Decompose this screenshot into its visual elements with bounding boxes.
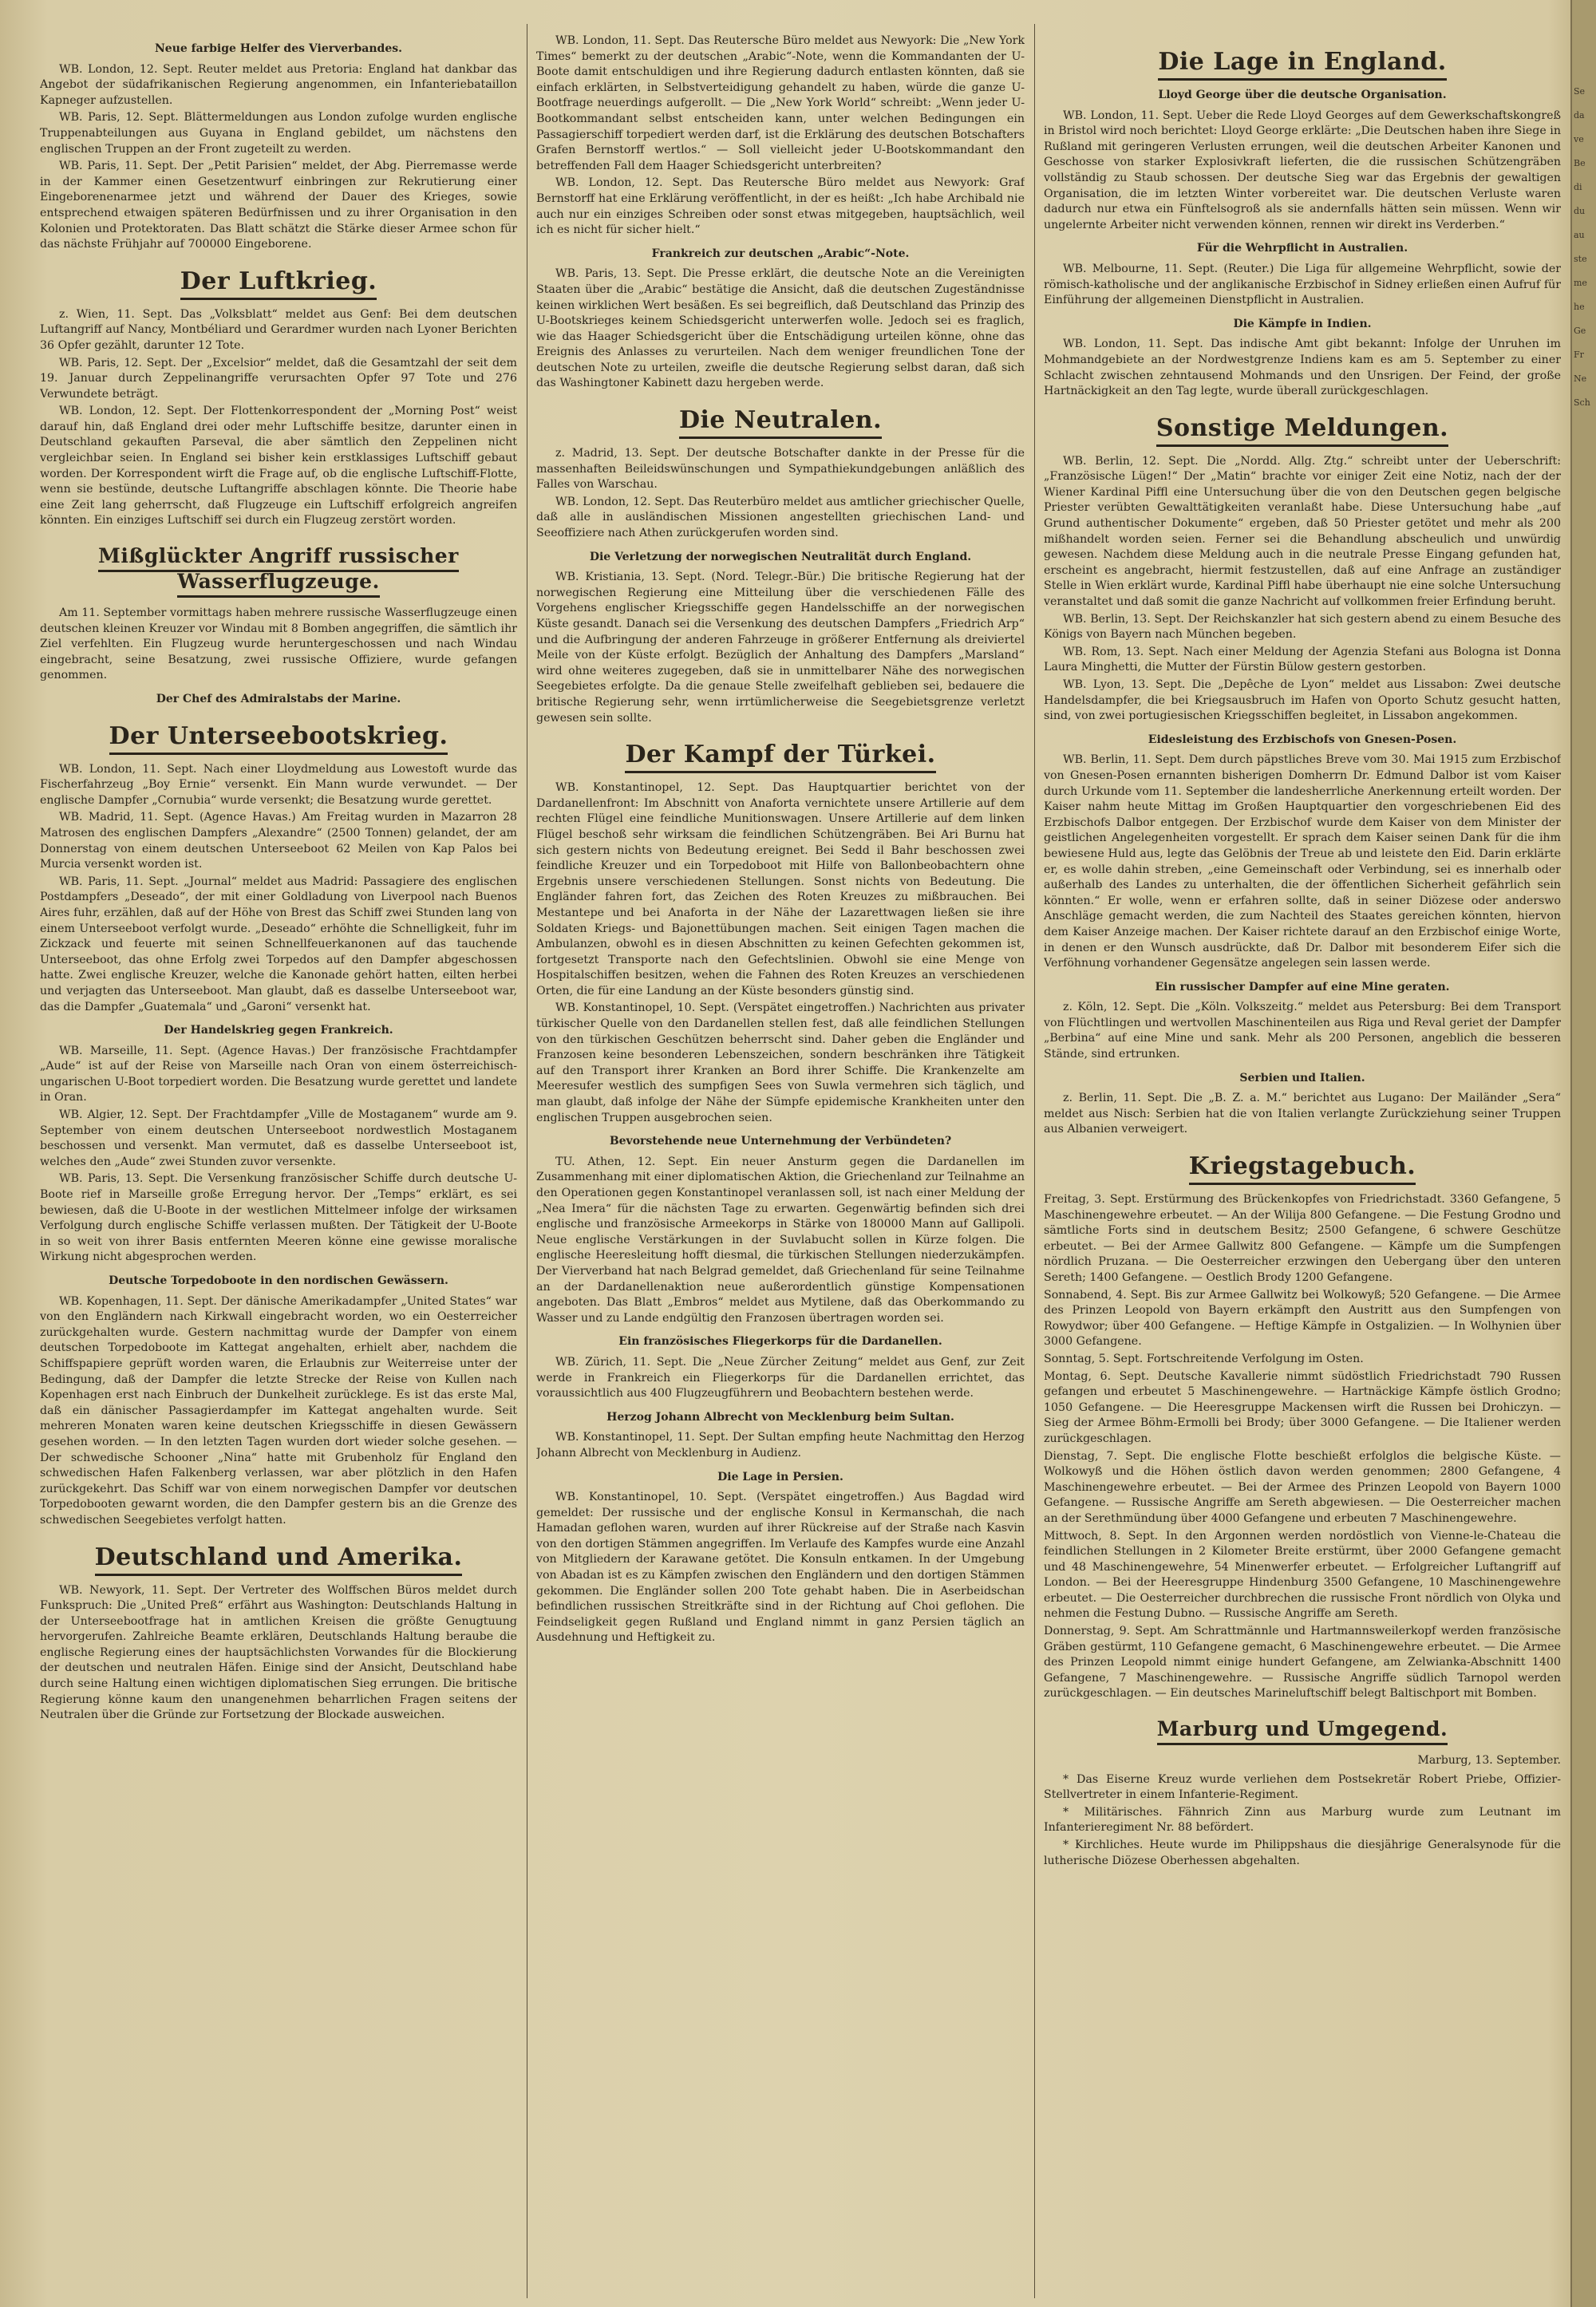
section-heading-text: Deutschland und Amerika. bbox=[95, 1543, 463, 1576]
article-paragraph: * Das Eiserne Kreuz wurde verliehen dem Postsekretär Robert Priebe, Offizier-Stellvertreter in einem Infanterie-Regiment. bbox=[1044, 1772, 1561, 1802]
article-paragraph: z. Köln, 12. Sept. Die „Köln. Volkszeitg.“ meldet aus Petersburg: Bei dem Transport von Flüchtlingen und wertvollen Maschinenteilen aus Riga und Reval geriet der Dampfer „Berbina“ auf eine Mine und sank. Mehr als 200 Personen, angeblich die besseren Stände, sind ertrunken. bbox=[1044, 1001, 1561, 1061]
article-paragraph: WB. Konstantinopel, 10. Sept. (Verspätet eingetroffen.) Nachrichten aus privater türkischer Quelle von den Dardanellen stellen fest, daß alle feindlichen Stellungen von den türkischen Geschützen beherrscht sind. Daher geben die Engländer und Franzosen keine besonderen Lebenszeichen, sondern beschränken ihre Tätigkeit auf den Transport ihrer Kranken an Bord ihrer Schiffe. Die Krankenzelte am Meeresufer westlich des sumpfigen Sees von Suwla vermehren sich täglich, und man glaubt, daß infolge der Nähe der Sümpfe epidemische Krankheiten unter den englischen Truppen ausgebrochen seien. bbox=[536, 1001, 1025, 1124]
article-paragraph: z. Berlin, 11. Sept. Die „B. Z. a. M.“ berichtet aus Lugano: Der Mailänder „Sera“ meldet aus Nisch: Serbien hat die von Italien verlangte Zurückziehung seiner Truppen aus Albanien verweigert. bbox=[1044, 1092, 1561, 1136]
section-heading-text: Kriegstagebuch. bbox=[1189, 1152, 1416, 1185]
article-paragraph: WB. Zürich, 11. Sept. Die „Neue Zürcher Zeitung“ meldet aus Genf, zur Zeit werde in Frankreich ein Fliegerkorps für die Dardanellen errichtet, das voraussichtlich aus 400 Flugzeugführern und Beobachtern bestehen werde. bbox=[536, 1355, 1025, 1400]
article-paragraph: WB. Paris, 11. Sept. Der „Petit Parisien“ meldet, der Abg. Pierremasse werde in der Kammer einen Gesetzentwurf einbringen zur Rekrutierung einer Eingeborenenarmee jetzt und während der Dauer des Krieges, sowie entsprechend etwaigen späteren Bedürfnissen und zu ihrer Organisation in den Kolonien und Protektoraten. Das Blatt schätzt die Stärke dieser Armee schon für das nächste Frühjahr auf 700000 Eingeborene. bbox=[40, 160, 517, 251]
article-paragraph: WB. London, 11. Sept. Nach einer Lloydmeldung aus Lowestoft wurde das Fischerfahrzeug „Boy Ernie“ versenkt. Ein Mann wurde verwundet. — Der englische Dampfer „Cornubia“ wurde versenkt; die Besatzung wurde gerettet. bbox=[40, 762, 517, 807]
article-paragraph: WB. Lyon, 13. Sept. Die „Depêche de Lyon“ meldet aus Lissabon: Zwei deutsche Handelsdampfer, die bei Kriegsausbruch im Hafen von Oporto Schutz gesucht hatten, sind, von zwei portugiesischen Kriegsschiffen begleitet, in Lissabon angekommen. bbox=[1044, 678, 1561, 723]
article-paragraph: WB. London, 12. Sept. Das Reutersche Büro meldet aus Newyork: Graf Bernstorff hat eine Erklärung veröffentlicht, in der es heißt: „Ich habe Archibald nie auch nur ein einziges Schreiben oder sonst etwas mitgegeben, hauptsächlich, weil ich es nicht für sicher hielt.“ bbox=[536, 176, 1025, 237]
adjacent-page-fragments bbox=[1574, 80, 1594, 415]
section-heading-text: Marburg und Umgegend. bbox=[1157, 1717, 1448, 1745]
edge-fragment: Sch bbox=[1574, 397, 1590, 408]
subheading: Herzog Johann Albrecht von Mecklenburg beim Sultan. bbox=[606, 1410, 954, 1424]
subheading: Eidesleistung des Erzbischofs von Gnesen-Posen. bbox=[1148, 733, 1457, 746]
section-heading bbox=[1044, 1716, 1561, 1742]
subheading: Für die Wehrpflicht in Australien. bbox=[1196, 242, 1408, 255]
article-paragraph: Am 11. September vormittags haben mehrere russische Wasserflugzeuge einen deutschen kleinen Kreuzer vor Windau mit 8 Bomben angegriffen, die sämtlich ihr Ziel verfehlten. Ein Flugzeug wurde heruntergeschossen und nach Windau eingebracht, seine Besatzung, zwei russische Offiziere, wurde gefangen genommen. bbox=[40, 606, 517, 682]
subheading: Bevorstehende neue Unternehmung der Verbündeten? bbox=[609, 1135, 952, 1148]
article-paragraph: WB. Berlin, 12. Sept. Die „Nordd. Allg. Ztg.“ schreibt unter der Ueberschrift: „Französische Lügen!“ Der „Matin“ brachte vor einiger Zeit eine Notiz, nach der der Wiener Kardinal Piffl eine Untersuchung über die von den Deutschen gegen belgische Priester verübten Gewalttätigkeiten veranlaßt habe. Diese Untersuchung habe „auf Grund authentischer Dokumente“ ergeben, daß 50 Priester getötet und mehr als 200 mißhandelt worden seien. Ferner sei die Behandlung abscheulich und unwürdig gewesen. Nachdem diese Meldung auch in die neutrale Presse Eingang gefunden hat, erscheint es angebracht, hiermit festzustellen, daß auf eine Anfrage an zuständiger Stelle in Wien erklärt wurde, Kardinal Piffl habe überhaupt nie eine solche Untersuchung veranstaltet und daß somit die ganze Nachricht auf vollkommen freier Erfindung beruht. bbox=[1044, 454, 1561, 609]
section-heading-text: Die Lage in England. bbox=[1158, 48, 1446, 81]
article-paragraph: WB. Berlin, 13. Sept. Der Reichskanzler hat sich gestern abend zu einem Besuche des Königs von Bayern nach München begeben. bbox=[1044, 612, 1561, 642]
edge-fragment: da bbox=[1574, 110, 1585, 120]
section-heading bbox=[1044, 48, 1561, 77]
edge-fragment: Ge bbox=[1574, 326, 1586, 336]
section-heading bbox=[40, 543, 517, 595]
article-paragraph: WB. Kristiania, 13. Sept. (Nord. Telegr.-Bür.) Die britische Regierung hat der norwegischen Regierung eine Mitteilung über die verschiedenen Fälle des Vorgehens englischer Kriegsschiffe gegen Handelsschiffe an der norwegischen Küste gesandt. Danach sei die Versenkung des deutschen Dampfers „Friedrich Arp“ und die Aufbringung der anderen Fahrzeuge in größerer Entfernung als dreiviertel Meile von der Küste erfolgt. Bezüglich der Anhaltung des Dampfers „Marsland“ wird ohne weiteres zugegeben, daß sie in unmittelbarer Nähe des norwegischen Seegebietes erfolgte. Da die genaue Stelle zweifelhaft geblieben sei, bedauere die britische Regierung sehr, wenn irrtümlicherweise die Seegebietsgrenze verletzt gewesen sein sollte. bbox=[536, 571, 1025, 725]
article-paragraph: * Militärisches. Fähnrich Zinn aus Marburg wurde zum Leutnant im Infanterieregiment Nr. 88 befördert. bbox=[1044, 1805, 1561, 1835]
section-heading-text: Mißglückter Angriff russischer Wasserflugzeuge. bbox=[98, 544, 459, 598]
column-1 bbox=[40, 34, 517, 2292]
article-paragraph: WB. London, 11. Sept. Ueber die Rede Lloyd Georges auf dem Gewerkschaftskongreß in Bristol wird noch berichtet: Lloyd George erklärte: „Die Deutschen haben ihre Siege in Rußland mit geringeren Verlusten errungen, weil die deutschen Arbeiter Kanonen und Geschosse von starker Explosivkraft lieferten, die die russischen Schützengräben vollständig zu Staub schossen. Der deutsche Sieg war das Ergebnis der gewaltigen Organisation, die im letzten Winter vorbereitet war. Die deutschen Verluste waren dadurch nur etwa ein Fünftelsogroß als sie andernfalls hätten sein müssen. Wenn wir ungelernte Arbeiter nicht verwenden können, rennen wir direkt ins Verderben.“ bbox=[1044, 109, 1561, 231]
column-3 bbox=[1044, 34, 1561, 2292]
edge-fragment: Ne bbox=[1574, 373, 1587, 384]
section-heading-text: Sonstige Meldungen. bbox=[1156, 414, 1448, 447]
article-paragraph: z. Madrid, 13. Sept. Der deutsche Botschafter dankte in der Presse für die massenhaften Beileidswünschungen und Sympathiekundgebungen anläßlich des Falles von Warschau. bbox=[536, 447, 1025, 492]
section-heading-text: Die Neutralen. bbox=[679, 406, 882, 439]
article-paragraph: * Kirchliches. Heute wurde im Philippshaus die diesjährige Generalsynode für die lutherische Diözese Oberhessen abgehalten. bbox=[1044, 1839, 1561, 1867]
article-paragraph: WB. Paris, 12. Sept. Blättermeldungen aus London zufolge wurden englische Truppenabteilungen aus Guyana in England gebildet, um nächstens den englischen Truppen an der Front zugeteilt zu werden. bbox=[40, 111, 517, 156]
edge-fragment: au bbox=[1574, 230, 1585, 240]
section-heading bbox=[40, 722, 517, 751]
section-heading bbox=[40, 267, 517, 296]
article-paragraph: Freitag, 3. Sept. Erstürmung des Brückenkopfes von Friedrichstadt. 3360 Gefangene, 5 Maschinengewehre erbeutet. — An der Wilija 800 Gefangene. — Die Festung Grodno und sämtliche Forts sind in deutschem Besitz; 2500 Gefangene, 6 schwere Geschütze erbeutet. — Bei der Armee Gallwitz 800 Gefangene. — Kämpfe um die Sumpfengen nördlich Pruzana. — Die Oesterreicher erzwingen den Uebergang über den unteren Sereth; 1400 Gefangene. — Oestlich Brody 1200 Gefangene. bbox=[1044, 1193, 1561, 1284]
article-paragraph: Sonnabend, 4. Sept. Bis zur Armee Gallwitz bei Wolkowyß; 520 Gefangene. — Die Armee des Prinzen Leopold von Bayern erkämpft den Austritt aus den Sumpfengen von Rowydwor; über 400 Gefangene. — Heftige Kämpfe in Ostgalizien. — In Wolhynien über 3000 Gefangene. bbox=[1044, 1288, 1561, 1349]
article-paragraph: Montag, 6. Sept. Deutsche Kavallerie nimmt südöstlich Friedrichstadt 790 Russen gefangen und erbeutet 5 Maschinengewehre. — Hartnäckige Kämpfe östlich Grodno; 1050 Gefangene. — Die Heeresgruppe Mackensen wirft die Russen bei Drohiczyn. — Sieg der Armee Böhm-Ermolli bei Brody; über 3000 Gefangene. — Die Italiener werden zurückgeschlagen. bbox=[1044, 1369, 1561, 1445]
subheading: Deutsche Torpedoboote in den nordischen Gewässern. bbox=[109, 1274, 448, 1287]
edge-fragment: Be bbox=[1574, 158, 1586, 168]
article-paragraph: WB. Paris, 12. Sept. Der „Excelsior“ meldet, daß die Gesamtzahl der seit dem 19. Januar durch Zeppelinangriffe verursachten Opfer 97 Tote und 276 Verwundete beträgt. bbox=[40, 356, 517, 401]
edge-fragment: du bbox=[1574, 206, 1586, 216]
article-paragraph: WB. Paris, 11. Sept. „Journal“ meldet aus Madrid: Passagiere des englischen Postdampfers „Deseado“, der mit einer Goldladung von Liverpool nach Buenos Aires fuhr, erzählen, daß auf der Höhe von Brest das Schiff zwei Stunden lang von einem Unterseeboot verfolgt wurde. „Deseado“ erhöhte die Schnelligkeit, fuhr im Zickzack und feuerte mit seinen Schnellfeuerkanonen auf das tauchende Unterseeboot, das ohne Erfolg zwei Torpedos auf den Dampfer abgeschossen hatte. Zwei englische Kreuzer, welche die Kanonade gehört hatten, eilten herbei und verjagten das Unterseeboot. Man glaubt, daß es dasselbe Unterseeboot war, das die Dampfer „Guatemala“ und „Garoni“ versenkt hat. bbox=[40, 875, 517, 1013]
edge-fragment: me bbox=[1574, 278, 1587, 288]
dateline: Marburg, 13. September. bbox=[1417, 1754, 1561, 1768]
subheading: Serbien und Italien. bbox=[1239, 1071, 1365, 1084]
article-paragraph: WB. London, 12. Sept. Der Flottenkorrespondent der „Morning Post“ weist darauf hin, daß England drei oder mehr Luftschiffe besitze, darunter einen in Deutschland gekauften Parseval, die aber sämtlich den Zeppelinen nicht vergleichbar seien. In England sei bisher kein erstklassiges Luftschiff gebaut worden. Der Korrespondent wirft die Frage auf, ob die englische Luftschiff-Flotte, wenn sie bestünde, deutsche Luftangriffe abschlagen könnte. Die Theorie habe eine Zeit lang geherrscht, daß Flugzeuge ein Luftschiff erfolgreich angreifen könnten. Ein einziges Luftschiff sei durch ein Flugzeug zerstört worden. bbox=[40, 405, 517, 527]
subheading: Die Lage in Persien. bbox=[717, 1470, 843, 1483]
edge-fragment: di bbox=[1574, 182, 1582, 192]
article-paragraph: WB. London, 12. Sept. Das Reuterbüro meldet aus amtlicher griechischer Quelle, daß alle in ausländischen Missionen angestellten griechischen Land- und Seeoffiziere nach Athen zurückgerufen worden sind. bbox=[536, 495, 1025, 540]
article-paragraph: Dienstag, 7. Sept. Die englische Flotte beschießt erfolglos die belgische Küste. — Wolkowyß und die Höhen östlich davon werden genommen; 2800 Gefangene, 4 Maschinengewehre erbeutet. — Bei der Armee des Prinzen Leopold von Bayern 1000 Gefangene. — Russische Angriffe am Sereth abgewiesen. — Die Oesterreicher machen an der Serethmündung über 4000 Gefangene und erbeuten 7 Maschinengewehre. bbox=[1044, 1449, 1561, 1525]
article-paragraph: WB. Algier, 12. Sept. Der Frachtdampfer „Ville de Mostaganem“ wurde am 9. September von einem deutschen Unterseeboot nordwestlich Mostaganem beschossen und versenkt. Man vermutet, daß es dasselbe Unterseeboot ist, welches den „Aude“ zwei Stunden zuvor versenkte. bbox=[40, 1108, 517, 1168]
article-paragraph: WB. Rom, 13. Sept. Nach einer Meldung der Agenzia Stefani aus Bologna ist Donna Laura Minghetti, die Mutter der Fürstin Bülow gestern gestorben. bbox=[1044, 645, 1561, 674]
subheading: Ein französisches Fliegerkorps für die Dardanellen. bbox=[618, 1335, 942, 1349]
edge-fragment: Se bbox=[1574, 86, 1586, 97]
section-heading-text: Der Luftkrieg. bbox=[180, 267, 377, 300]
article-paragraph: WB. Kopenhagen, 11. Sept. Der dänische Amerikadampfer „United States“ war von den Engländern nach Kirkwall eingebracht worden, wo ein Oesterreicher zurückgehalten wurde. Gestern nachmittag wurde der Dampfer von einem deutschen Torpedoboote im Kattegat angehalten, erhielt aber, nachdem die Schiffspapiere geprüft worden waren, die Erlaubnis zur Weiterreise unter der Bedingung, daß der Dampfer die letzte Strecke der Reise von Kullen nach Kopenhagen erst nach Einbruch der Dunkelheit zurücklege. Es ist das erste Mal, daß ein dänischer Passagierdampfer im Kattegat angehalten wurde. Seit mehreren Monaten waren keine deutschen Kriegsschiffe in diesen Gewässern gesehen worden. — In den letzten Tagen wurden dort wieder solche gesehen. — Der schwedische Schooner „Nina“ hatte mit Grubenholz für England den schwedischen Hafen Falkenberg verlassen, war aber plötzlich in den Hafen zurückgekehrt. Das Schiff war von einem norwegischen Dampfer vor deutschen Torpedobooten gewarnt worden, die den Dampfer gestern bis an die Grenze des schwedischen Seegebietes verfolgt hatten. bbox=[40, 1294, 517, 1527]
section-heading bbox=[1044, 414, 1561, 443]
subheading: Neue farbige Helfer des Vierverbandes. bbox=[154, 42, 403, 55]
edge-fragment: ste bbox=[1574, 254, 1587, 264]
section-heading-text: Der Kampf der Türkei. bbox=[625, 741, 935, 773]
article-paragraph: WB. Konstantinopel, 12. Sept. Das Hauptquartier berichtet von der Dardanellenfront: Im Abschnitt von Anaforta vernichtete unsere Artillerie auf dem rechten Flügel eine feindliche Munitionswagen. Unsere Artillerie auf dem linken Flügel beschoß sehr wirksam die feindlichen Schützengräben. Bei Ari Burnu hat sich gestern nichts von Bedeutung ereignet. Bei Sedd il Bahr beschossen zwei feindliche Kreuzer und ein Torpedoboot mit Hilfe von Ballonbeobachtern ohne Ergebnis unsere verschiedenen Stellungen. Sonst nichts von Bedeutung. Die Engländer fahren fort, das Zeichen des Roten Kreuzes zu mißbrauchen. Bei Mestantepe und bei Anaforta in der Nähe der Lazarettwagen ließen sie ihre Soldaten Kriegs- und Bajonettübungen machen. Seit einigen Tagen machen die Ambulanzen, obwohl es in diesen Abschnitten zu keinen Gefechten gekommen ist, fortgesetzt Transporte nach den Gefechtslinien. Obwohl sie eine Menge von Hospitalschiffen besitzen, wehen die Fahnen des Roten Kreuzes an verschiedenen Orten, die für eine Landung an der Küste besonders günstig sind. bbox=[536, 781, 1025, 997]
subheading: Ein russischer Dampfer auf eine Mine geraten. bbox=[1155, 980, 1450, 994]
article-paragraph: WB. Paris, 13. Sept. Die Versenkung französischer Schiffe durch deutsche U-Boote rief in Marseille große Erregung hervor. Der „Temps“ erklärt, es sei bewiesen, daß die U-Boote in der westlichen Mittelmeer infolge der wirksamen Verfolgung durch englische Schiffe verlassen mußten. Der Tätigkeit der U-Boote in so weit von ihrer Basis entfernten Meeren könne eine gewisse moralische Wirkung nicht abgesprochen werden. bbox=[40, 1172, 517, 1264]
section-heading bbox=[40, 1543, 517, 1572]
article-paragraph: Donnerstag, 9. Sept. Am Schrattmännle und Hartmannsweilerkopf werden französische Gräben gestürmt, 110 Gefangene gemacht, 6 Maschinengewehre erbeutet. — Die Armee des Prinzen Leopold nimmt einige hundert Gefangene, am Zelwianka-Abschnitt 1400 Gefangene, 7 Maschinengewehre. — Russische Angriffe südlich Tarnopol werden zurückgeschlagen. — Ein deutsches Marineluftschiff belegt Baltischport mit Bomben. bbox=[1044, 1625, 1561, 1701]
subheading: Frankreich zur deutschen „Arabic“-Note. bbox=[651, 247, 910, 260]
signature-line: Der Chef des Admiralstabs der Marine. bbox=[156, 693, 401, 705]
section-heading-text: Der Unterseebootskrieg. bbox=[109, 722, 448, 755]
edge-fragment: he bbox=[1574, 302, 1585, 312]
article-paragraph: WB. London, 11. Sept. Das Reutersche Büro meldet aus Newyork: Die „New York Times“ bemerkt zu der deutschen „Arabic“-Note, wenn die Kommandanten der U-Boote damit entschuldigen und ihre Regierung dadurch entlasten könnten, daß sie einfach erklärten, in Selbstverteidigung gehandelt zu haben, würde die ganze U-Bootfrage neuerdings aufgerollt. — Die „New York World“ schreibt: „Wenn jeder U-Bootkommandant selbst entscheiden kann, unter welchen Bedingungen ein Passagierschiff torpediert werden darf, ist die Erklärung des deutschen Botschafters Grafen Bernstorff wertlos.“ — Soll vielleicht jeder U-Bootskommandant den betreffenden Fall dem Haager Schiedsgericht unterbreiten? bbox=[536, 34, 1025, 172]
column-rule bbox=[1034, 24, 1035, 2298]
article-paragraph: WB. Newyork, 11. Sept. Der Vertreter des Wolffschen Büros meldet durch Funkspruch: Die „United Preß“ erfährt aus Washington: Deutschlands Haltung in der Unterseebootfrage hat in amtlichen Kreisen die größte Genugtuung hervorgerufen. Zahlreiche Beamte erklären, Deutschlands Haltung beraube die englische Regierung eines der hauptsächlichsten Vorwandes für die Blockierung der deutschen und neutralen Häfen. Einige sind der Ansicht, Deutschland habe durch seine Haltung einen wichtigen diplomatischen Sieg errungen. Die britische Regierung könne kaum den unangenehmen beharrlichen Fragen seitens der Neutralen über die Gründe zur Fortsetzung der Blockade ausweichen. bbox=[40, 1583, 517, 1722]
subheading: Die Verletzung der norwegischen Neutralität durch England. bbox=[589, 550, 972, 563]
section-heading bbox=[536, 741, 1025, 769]
article-paragraph: TU. Athen, 12. Sept. Ein neuer Ansturm gegen die Dardanellen im Zusammenhang mit einer diplomatischen Aktion, die Griechenland zur Teilnahme an den Operationen gegen Konstantinopel veranlassen soll, ist nach einer Meldung der „Nea Imera“ für die nächsten Tage zu erwarten. Gegenwärtig befinden sich drei englische und französische Armeekorps in Stärke von 180000 Mann auf Gallipoli. Neue englische Verstärkungen in der Suvlabucht sollen in Kürze folgen. Die englische Heeresleitung hofft diesmal, die türkischen Stellungen niederzukämpfen. Der Vierverband hat nach Belgrad gemeldet, daß Griechenland für seine Teilnahme an der Dardanellenaktion neue außerordentlich günstige Kompensationen angeboten. Das Blatt „Embros“ meldet aus Mytilene, daß das Oberkommando zu Wasser und zu Lande endgültig den Franzosen übertragen worden sei. bbox=[536, 1155, 1025, 1325]
article-paragraph: Sonntag, 5. Sept. Fortschreitende Verfolgung im Osten. bbox=[1044, 1352, 1364, 1365]
article-paragraph: WB. London, 12. Sept. Reuter meldet aus Pretoria: England hat dankbar das Angebot der südafrikanischen Regierung angenommen, ein Infanteriebataillon Kapneger aufzustellen. bbox=[40, 62, 517, 107]
edge-fragment: ve bbox=[1574, 134, 1584, 144]
article-paragraph: WB. Paris, 13. Sept. Die Presse erklärt, die deutsche Note an die Vereinigten Staaten über die „Arabic“ bestätige die Ansicht, daß die deutschen Zugeständnisse keinen wirklichen Wert besäßen. Es sei begreiflich, daß Deutschland das Prinzip des U-Bootskrieges keinem Schiedsgericht unterwerfen wolle. Jedoch sei es fraglich, wie das Haager Schiedsgericht über die Entschädigung urteilen könne, ohne das Ereignis des Anlasses zu verurteilen. Nach dem weniger freundlichen Tone der deutschen Note zu urteilen, zweifle die deutsche Regierung selbst daran, daß sich das Washingtoner Kabinett dazu hergeben werde. bbox=[536, 267, 1025, 390]
article-paragraph: WB. Marseille, 11. Sept. (Agence Havas.) Der französische Frachtdampfer „Aude“ ist auf der Reise von Marseille nach Oran von einem österreichisch-ungarischen U-Boot torpediert worden. Die Besatzung wurde gerettet und landete in Oran. bbox=[40, 1044, 517, 1104]
edge-fragment: Fr bbox=[1574, 350, 1584, 360]
article-paragraph: WB. Madrid, 11. Sept. (Agence Havas.) Am Freitag wurden in Mazarron 28 Matrosen des englischen Dampfers „Alexandre“ (2500 Tonnen) gelandet, der am Donnerstag von einem deutschen Unterseeboot 62 Meilen von Kap Palos bei Murcia versenkt worden ist. bbox=[40, 811, 517, 871]
subheading: Der Handelskrieg gegen Frankreich. bbox=[164, 1024, 393, 1037]
section-heading bbox=[1044, 1152, 1561, 1181]
article-paragraph: WB. Konstantinopel, 11. Sept. Der Sultan empfing heute Nachmittag den Herzog Johann Albrecht von Mecklenburg in Audienz. bbox=[536, 1431, 1025, 1460]
article-paragraph: WB. Berlin, 11. Sept. Dem durch päpstliches Breve vom 30. Mai 1915 zum Erzbischof von Gnesen-Posen ernannten bisherigen Domherrn Dr. Edmund Dalbor ist vom Kaiser durch Urkunde vom 11. September die landesherrliche Anerkennung erteilt worden. Der Kaiser nahm heute Mittag im Großen Hauptquartier den vorgeschriebenen Eid des Erzbischofs Dalbor entgegen. Der Erzbischof wurde dem Kaiser von dem Minister der geistlichen Angelegenheiten vorgestellt. Er sprach dem Kaiser seinen Dank für die ihm bewiesene Huld aus, legte das Gelöbnis der Treue ab und leistete den Eid. Darin erklärte er, es wolle dahin streben, „eine Gemeinschaft oder Verbindung, sei es innerhalb oder außerhalb des Landes zu unterhalten, die der öffentlichen Sicherheit gefährlich sein könnten.“ Er wolle, wenn er erfahren sollte, daß in seiner Diözese oder anderswo Anschläge gemacht werden, die zum Nachteil des Staates gereichen könnten, hiervon dem Kaiser Anzeige machen. Der Kaiser richtete darauf an den Erzbischof einige Worte, in denen er den Wunsch ausdrückte, daß Dr. Dalbor mit besonderem Eifer sich die Verföhnung vorhandener Gegensätze angelegen sein lassen werde. bbox=[1044, 753, 1561, 970]
article-paragraph: Mittwoch, 8. Sept. In den Argonnen werden nordöstlich von Vienne-le-Chateau die feindlichen Stellungen in 2 Kilometer Breite erstürmt, über 2000 Gefangene gemacht und 48 Maschinengewehre, 54 Minenwerfer erbeutet. — Erfolgreicher Luftangriff auf London. — Bei der Heeresgruppe Hindenburg 3500 Gefangene, 10 Maschinengewehre erbeutet. — Die Oesterreicher durchbrechen die russische Front nördlich von Olyka und nehmen die Festung Dubno. — Russische Angriffe am Sereth. bbox=[1044, 1529, 1561, 1621]
article-paragraph: WB. London, 11. Sept. Das indische Amt gibt bekannt: Infolge der Unruhen im Mohmandgebiete an der Nordwestgrenze Indiens kam es am 5. September zu einer Schlacht zwischen zehntausend Mohmands und den Unsrigen. Der Feind, der große Hartnäckigkeit an den Tag legte, wurde überall zurückgeschlagen. bbox=[1044, 338, 1561, 398]
subheading: Lloyd George über die deutsche Organisation. bbox=[1158, 89, 1447, 101]
subheading: Die Kämpfe in Indien. bbox=[1233, 317, 1372, 330]
section-heading bbox=[536, 406, 1025, 435]
article-paragraph: WB. Konstantinopel, 10. Sept. (Verspätet eingetroffen.) Aus Bagdad wird gemeldet: Der russische und der englische Konsul in Kermanschah, die nach Hamadan geflohen waren, wurden auf ihrer Rückreise auf der Straße nach Kasvin von den dortigen Stämmen angegriffen. Im Verlaufe des Kampfes wurde eine Anzahl von Mitgliedern der Karawane getötet. Die Konsuln entkamen. In der Umgebung von Abadan ist es zu Kämpfen zwischen den Engländern und den dortigen Stämmen gekommen. Die Engländer sollen 200 Tote gehabt haben. Die in Aserbeidschan befindlichen russischen Streitkräfte sind in der Richtung auf Choi geflohen. Die Feindseligkeit gegen Rußland und England nimmt in ganz Persien täglich an Ausdehnung und Heftigkeit zu. bbox=[536, 1491, 1025, 1645]
column-2 bbox=[536, 34, 1025, 2292]
article-paragraph: z. Wien, 11. Sept. Das „Volksblatt“ meldet aus Genf: Bei dem deutschen Luftangriff auf Nancy, Montbéliard und Gerardmer wurden nach Lyoner Berichten 36 Opfer gezählt, darunter 12 Tote. bbox=[40, 307, 517, 352]
article-paragraph: WB. Melbourne, 11. Sept. (Reuter.) Die Liga für allgemeine Wehrpflicht, sowie der römisch-katholische und der anglikanische Erzbischof in Sidney erließen einen Aufruf für Einführung der allgemeinen Dienstpflicht in Australien. bbox=[1044, 262, 1561, 307]
